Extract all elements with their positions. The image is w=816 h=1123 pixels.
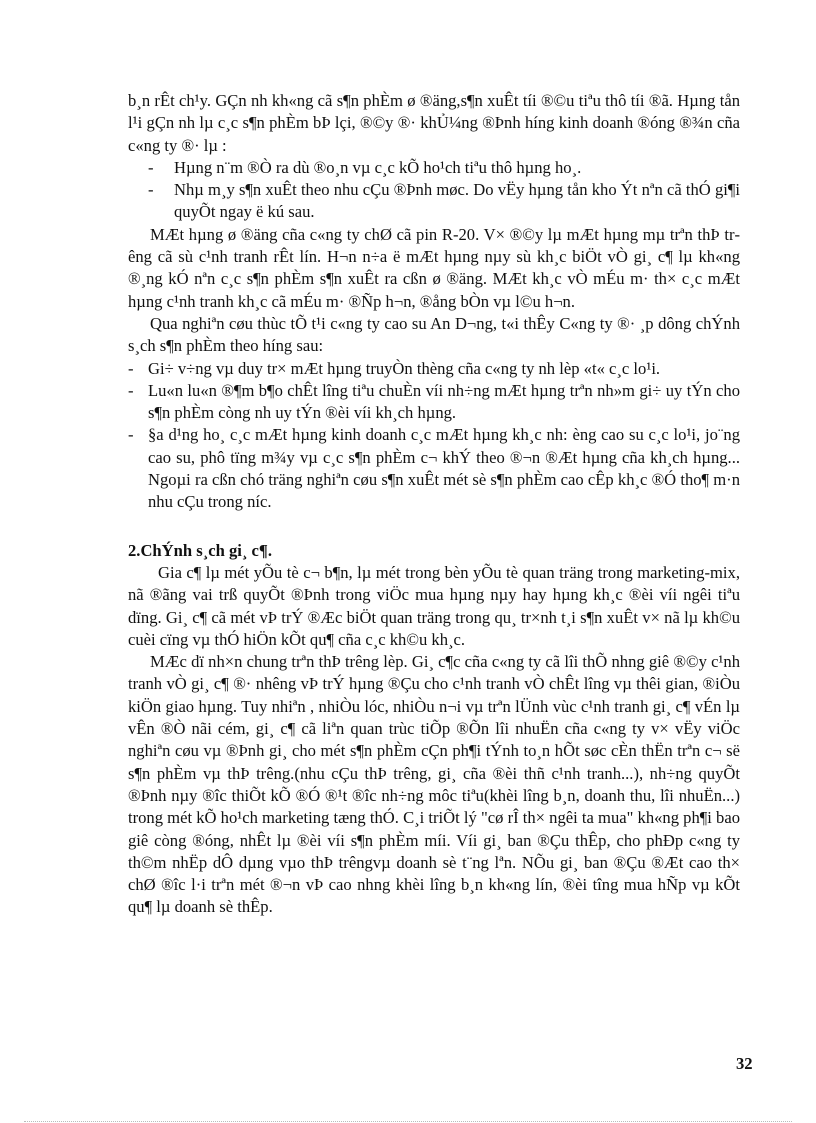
outer-bullet-3: - §a d¹ng ho¸ c¸c mÆt hµng kinh doanh c¸c mÆt hµng kh¸c nh: èng cao su c¸c lo¹i, jo¨ng cao su, phô tïng m¾y vµ c¸c s¶n phÈm c¬ khÝ theo ®¬n ®Æt hµng cña kh¸ch hµng... Ngoµi ra cßn chó träng nghiªn cøu s¶n xuÊt mét sè s¶n phÈm cao cÊp kh¸c ®Ó tho¶ m·n nhu cÇu trong níc. xyxy=(128,424,740,513)
page-number: 32 xyxy=(736,1054,753,1073)
outer-bullet-2: - Lu«n lu«n ®¶m b¶o chÊt lîng tiªu chuÈn víi nh÷ng mÆt hµng trªn nh»m gi÷ uy tÝn cho s¶n phÈm còng nh uy tÝn ®èi víi kh¸ch hµng. xyxy=(128,380,740,425)
paragraph-pin-r20: MÆt hµng ø ®äng cña c«ng ty chØ cã pin R-20. V× ®©y lµ mÆt hµng mµ trªn thÞ trêng cã sù c¹nh tranh rÊt lín. H¬n n÷a ë mÆt hµng nµy sù kh¸c biÖt vÒ gi¸ c¶ lµ kh«ng ®¸ng kÓ nªn c¸c s¶n phÈm s¶n xuÊt ra cßn ø ®äng. MÆt kh¸c vÒ mÉu m· th× c¸c mÆt hµng c¹nh tranh kh¸c cã mÉu m· ®Ñp h¬n, ®ång bÒn vµ l©u h¬n. xyxy=(128,224,740,311)
inner-bullet-1: - Hµng n¨m ®Ò ra dù ®o¸n vµ c¸c kÕ ho¹ch tiªu thô hµng ho¸. xyxy=(128,157,740,179)
inner-bullet-list xyxy=(128,157,740,224)
paragraph-product-policy-intro: Qua nghiªn cøu thùc tÕ t¹i c«ng ty cao su An D¬ng, t«i thÊy C«ng ty ®· ¸p dông chÝnh s¸ch s¶n phÈm theo híng sau: xyxy=(128,313,740,356)
section-heading-price-policy: 2.ChÝnh s¸ch gi¸ c¶. xyxy=(128,540,273,560)
outer-bullet-1: - Gi÷ v÷ng vµ duy tr× mÆt hµng truyÒn thèng cña c«ng ty nh lèp «t« c¸c lo¹i. xyxy=(128,358,740,380)
paragraph-price-competition: MÆc dï nh×n chung trªn thÞ trêng lèp. Gi¸ c¶c cña c«ng ty cã lîi thÕ nhng giê ®©y c¹nh tranh vÒ gi¸ c¶ ®· nhêng vÞ trÝ hµng ®Çu cho c¹nh tranh vÒ chÊt lîng vµ thêi gian, ®iÒu kiÖn giao hµng. Tuy nhiªn , nhiÒu lóc, nhiÒu n¬i vµ trªn lÜnh vùc c¹nh tranh gi¸ c¶ vÉn lµ vÊn ®Ò nãi cém, gi¸ c¶ cã liªn quan trùc tiÕp ®Õn lîi nhuËn cña c«ng ty v× vËy viÖc nghiªn cøu vµ ®Þnh gi¸ cho mét s¶n phÈm cÇn ph¶i tÝnh to¸n hÕt søc cÈn thËn trªn c¬ së s¶n phÈm vµ thÞ trêng.(nhu cÇu thÞ trêng, gi¸ cña ®èi thñ c¹nh tranh...), nh÷ng quyÕt ®Þnh nµy ®îc thiÕt kÕ ®Ó ®¹t ®îc nh÷ng môc tiªu(khèi lîng b¸n, doanh thu, lîi nhuËn...) trong mét kÕ ho¹ch marketing tæng thÓ. C¸i triÕt lý "cø rÎ th× ngêi ta mua" kh«ng ph¶i bao giê còng ®óng, nhÊt lµ ®èi víi s¶n phÈm míi. Víi gi¸ ban ®Çu thÊp, cho phÐp c«ng ty th©m nhËp dÔ dµng vµo thÞ trêngvµ doanh sè t¨ng lªn. NÕu gi¸ ban ®Çu ®Æt cao th× chØ ®îc l·i trªn mét ®¬n vÞ cao nhng khèi lîng b¸n kh«ng lín, ®èi tîng mua hÑp vµ kÕt qu¶ lµ doanh sè thÊp. xyxy=(128,652,740,917)
document-body xyxy=(128,90,740,919)
intro-paragraph: b¸n rÊt ch¹y. GÇn nh kh«ng cã s¶n phÈm ø ®äng,s¶n xuÊt tíi ®©u tiªu thô tíi ®ã. Hµng tån l¹i gÇn nh lµ c¸c s¶n phÈm bÞ lçi, ®©y ®· khỦ¼ng ®Þnh híng kinh doanh ®óng ®¾n cña c«ng ty ®· lµ : xyxy=(128,91,740,155)
outer-bullet-list xyxy=(128,358,740,514)
page-bottom-divider xyxy=(24,1121,792,1122)
paragraph-price-role: Gia c¶ lµ mét yÕu tè c¬ b¶n, lµ mét trong bèn yÕu tè quan träng trong marketing-mix, nã ®ãng vai trß quyÕt ®Þnh trong viÖc mua hµng nµy hay hµng kh¸c ®èi víi ngêi tiªu dïng. Gi¸ c¶ cã mét vÞ trÝ ®Æc biÖt quan träng trong qu¸ tr×nh t¸i s¶n xuÊt v× nã lµ kh©u cuèi cïng vµ thÓ hiÖn kÕt qu¶ cña c¸c kh©u kh¸c. xyxy=(128,562,740,649)
inner-bullet-2: - Nhµ m¸y s¶n xuÊt theo nhu cÇu ®Þnh møc. Do vËy hµng tån kho Ýt nªn cã thÓ gi¶i quyÕt ngay ë kú sau. xyxy=(128,179,740,224)
